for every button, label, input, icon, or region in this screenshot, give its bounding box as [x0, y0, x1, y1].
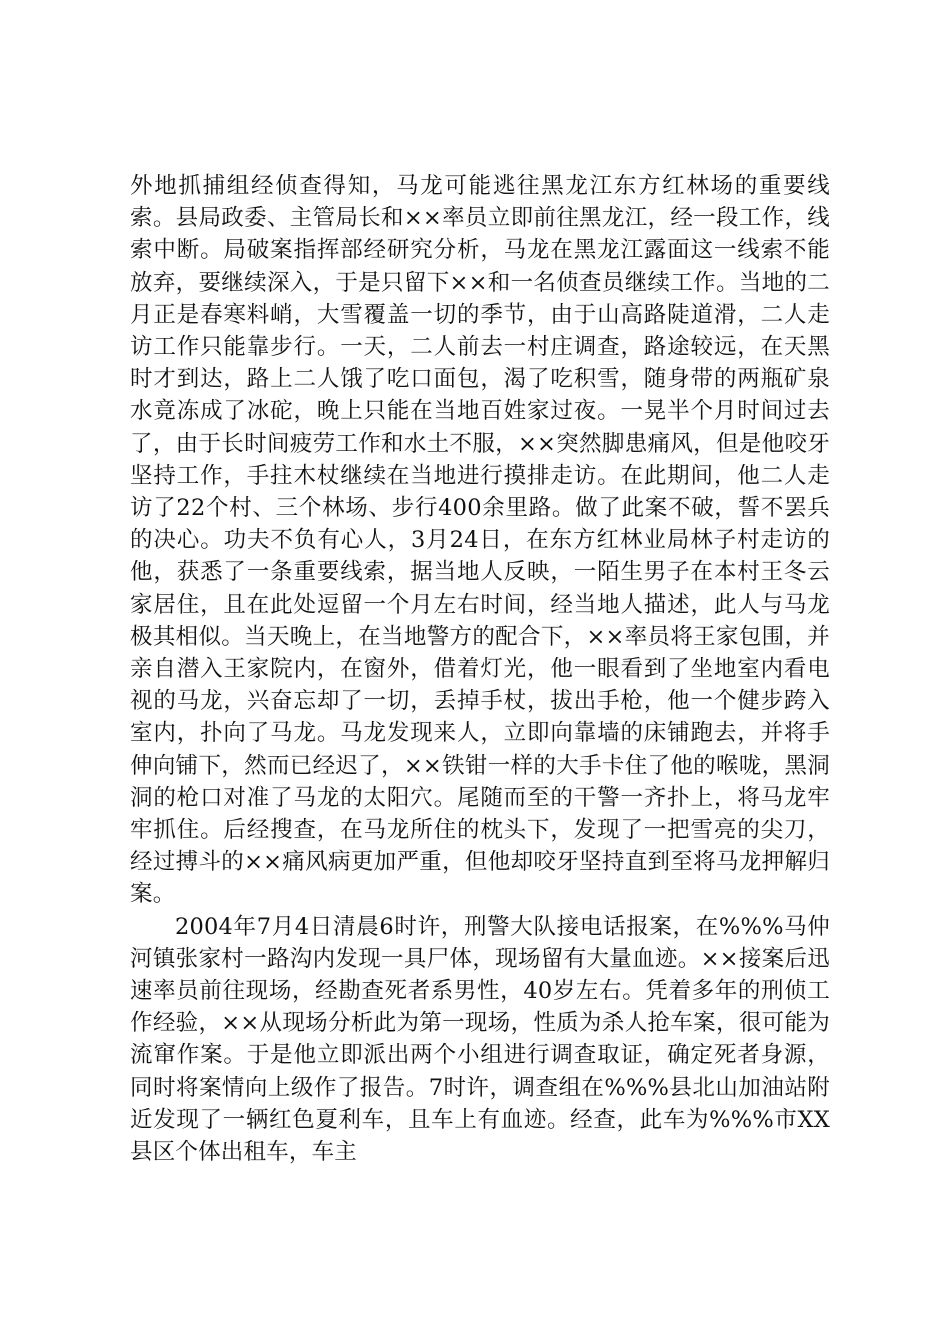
document-page [130, 170, 830, 1168]
paragraph-1: 外地抓捕组经侦查得知，马龙可能逃往黑龙江东方红林场的重要线索。县局政委、主管局长和××率员立即前往黑龙江，经一段工作，线索中断。局破案指挥部经研究分析，马龙在黑龙江露面这一线索不能放弃，要继续深入，于是只留下××和一名侦查员继续工作。当地的二月正是春寒料峭，大雪覆盖一切的季节，由于山高路陡道滑，二人走访工作只能靠步行。一天，二人前去一村庄调查，路途较远，在天黑时才到达，路上二人饿了吃口面包，渴了吃积雪，随身带的两瓶矿泉水竟冻成了冰砣，晚上只能在当地百姓家过夜。一晃半个月时间过去了，由于长时间疲劳工作和水土不服，××突然脚患痛风，但是他咬牙坚持工作，手拄木杖继续在当地进行摸排走访。在此期间，他二人走访了22个村、三个林场、步行400余里路。做了此案不破，誓不罢兵的决心。功夫不负有心人，3月24日，在东方红林业局林子村走访的他，获悉了一条重要线索，据当地人反映，一陌生男子在本村王冬云家居住，且在此处逗留一个月左右时间，经当地人描述，此人与马龙极其相似。当天晚上，在当地警方的配合下，××率员将王家包围，并亲自潜入王家院内，在窗外，借着灯光，他一眼看到了坐地室内看电视的马龙，兴奋忘却了一切，丢掉手杖，拔出手枪，他一个健步跨入室内，扑向了马龙。马龙发现来人，立即向靠墙的床铺跑去，并将手伸向铺下，然而已经迟了，××铁钳一样的大手卡住了他的喉咙，黑洞洞的枪口对准了马龙的太阳穴。尾随而至的干警一齐扑上，将马龙牢牢抓住。后经搜查，在马龙所住的枕头下，发现了一把雪亮的尖刀，经过搏斗的××痛风病更加严重，但他却咬牙坚持直到至将马龙押解归案。 [130, 173, 830, 908]
paragraph-2: 2004年7月4日清晨6时许，刑警大队接电话报案，在%%%马仲河镇张家村一路沟内发现一具尸体，现场留有大量血迹。××接案后迅速率员前往现场，经勘查死者系男性，40岁左右。凭着多年的刑侦工作经验，××从现场分析此为第一现场，性质为杀人抢车案，很可能为流窜作案。于是他立即派出两个小组进行调查取证，确定死者身源，同时将案情向上级作了报告。7时许，调查组在%%%县北山加油站附近发现了一辆红色夏利车，且车上有血迹。经查，此车为%%%市XX县区个体出租车，车主 [130, 913, 830, 1166]
